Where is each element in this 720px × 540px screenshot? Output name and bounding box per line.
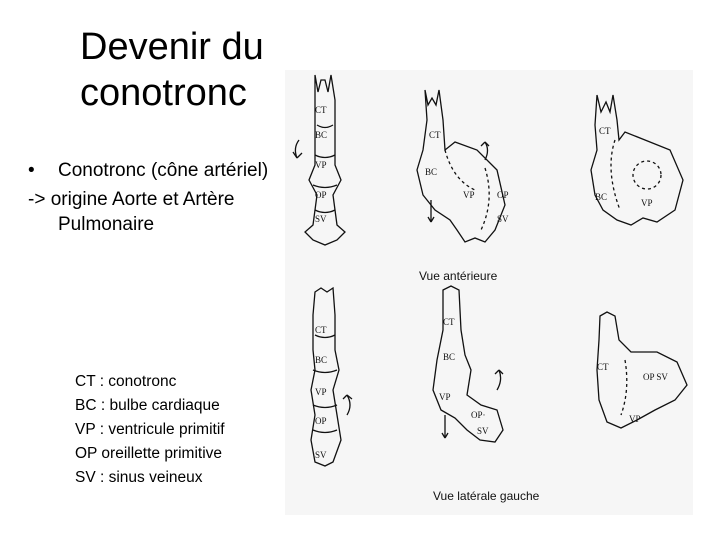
label-ct: CT — [599, 126, 611, 136]
label-ct: CT — [443, 317, 455, 327]
slide-title — [80, 24, 300, 116]
legend-item: SV : sinus veineux — [75, 469, 203, 486]
label-bc: BC — [595, 192, 608, 202]
origin-line: -> origine Aorte et Artère Pulmonaire — [28, 189, 235, 235]
bullet-marker: • — [28, 160, 35, 181]
label-bc: BC — [315, 130, 328, 140]
legend-item: OP oreillette primitive — [75, 445, 223, 462]
label-sv: SV — [315, 214, 327, 224]
label-sv: SV — [497, 214, 509, 224]
legend-item: VP : ventricule primitif — [75, 421, 225, 438]
label-op: OP — [315, 416, 327, 426]
title-line-2: conotronc — [80, 72, 247, 114]
abbreviation-legend — [75, 370, 225, 490]
label-bc: BC — [425, 167, 438, 177]
label-ct: CT — [315, 105, 327, 115]
caption-lateral: Vue latérale gauche — [433, 489, 540, 503]
label-bc: BC — [443, 352, 456, 362]
bullet-item — [28, 158, 298, 183]
label-sv: SV — [315, 450, 327, 460]
label-vp: VP — [439, 392, 451, 402]
legend-item: BC : bulbe cardiaque — [75, 397, 220, 414]
label-vp: VP — [463, 190, 475, 200]
legend-item: CT : conotronc — [75, 373, 177, 390]
label-op: OP — [315, 190, 327, 200]
label-op: OP· — [471, 410, 486, 420]
title-line-1: Devenir du — [80, 26, 264, 68]
label-op: OP — [497, 190, 509, 200]
label-op-sv: OP SV — [643, 372, 668, 382]
bullet-text: Conotronc (cône artériel) — [58, 160, 269, 181]
caption-anterior: Vue antérieure — [419, 269, 498, 283]
label-ct: CT — [429, 130, 441, 140]
label-vp: VP — [629, 414, 641, 424]
bullet-list — [28, 158, 298, 237]
label-sv: SV — [477, 426, 489, 436]
label-vp: VP — [315, 160, 327, 170]
label-ct: CT — [597, 362, 609, 372]
heart-development-figure — [285, 70, 693, 515]
label-vp: VP — [315, 387, 327, 397]
label-vp: VP — [641, 198, 653, 208]
label-bc: BC — [315, 355, 328, 365]
label-ct: CT — [315, 325, 327, 335]
